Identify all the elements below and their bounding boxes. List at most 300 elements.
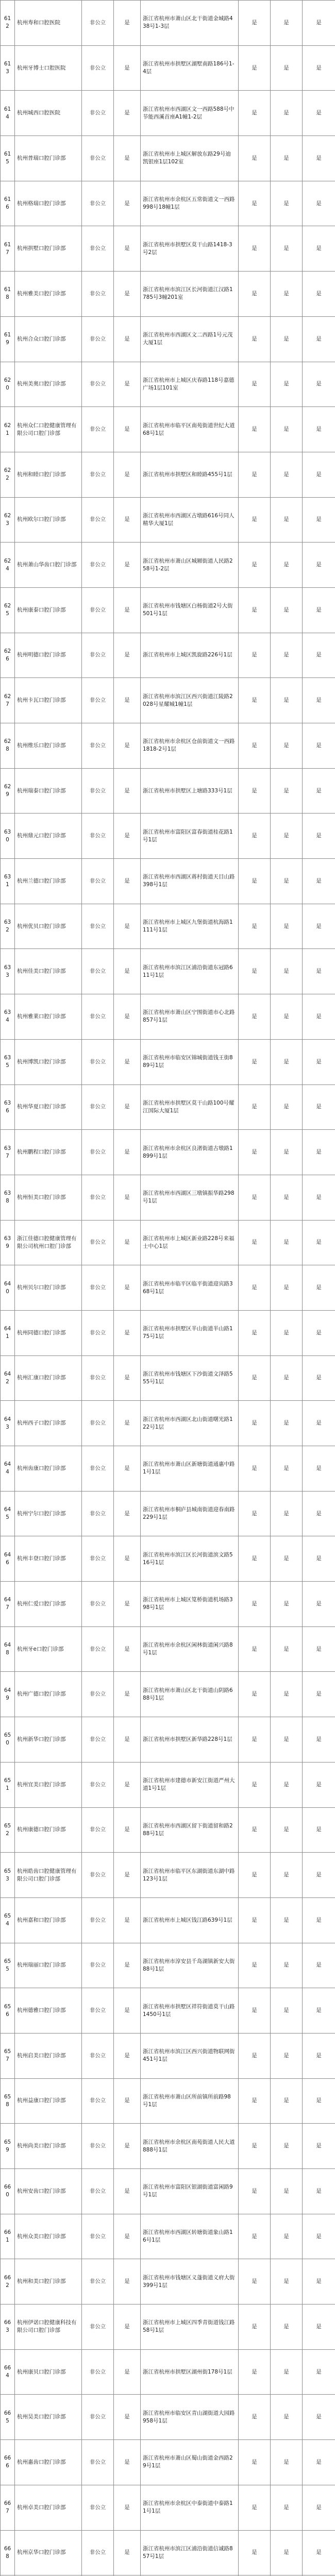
table-row — [1, 1988, 335, 2033]
clinic-name: 杭州新华口腔门诊部 — [15, 1717, 82, 1762]
row-number: 663 — [1, 2304, 15, 2350]
table-row — [1, 1672, 335, 1717]
clinic-name: 杭州德雅口腔门诊部 — [15, 1988, 82, 2033]
table-row — [1, 2033, 335, 2078]
flag-cell-col7: 是 — [271, 1355, 303, 1401]
flag-cell-col6: 是 — [239, 1717, 271, 1762]
row-number: 641 — [1, 1310, 15, 1355]
flag-cell-col8: 是 — [303, 1491, 335, 1536]
flag-cell-col8: 是 — [303, 1988, 335, 2033]
ownership-type: 非公立 — [82, 2349, 114, 2395]
flag-cell-col6: 是 — [239, 2033, 271, 2078]
clinic-address: 浙江省杭州市拱墅区半山街道半山路175号1层 — [141, 1310, 239, 1355]
clinic-address: 浙江省杭州市临平区东湖街道东湖中路123号1层 — [141, 1853, 239, 1898]
flag-cell-col8: 是 — [303, 2033, 335, 2078]
row-number: 657 — [1, 2033, 15, 2078]
clinic-address: 浙江省杭州市钱塘区义蓬街道义府大街399号1层 — [141, 2259, 239, 2304]
ownership-type: 非公立 — [82, 316, 114, 362]
flag-cell-col6: 是 — [239, 949, 271, 994]
ownership-type: 非公立 — [82, 1130, 114, 1175]
flag-cell-col7: 是 — [271, 136, 303, 181]
flag-cell-col4: 是 — [114, 1175, 141, 1220]
flag-cell-col4: 是 — [114, 904, 141, 949]
clinic-name: 杭州同德口腔门诊部 — [15, 1310, 82, 1355]
row-number: 612 — [1, 1, 15, 46]
flag-cell-col4: 是 — [114, 1401, 141, 1446]
flag-cell-col7: 是 — [271, 91, 303, 136]
table-row — [1, 1762, 335, 1807]
ownership-type: 非公立 — [82, 1039, 114, 1084]
clinic-address: 浙江省杭州市拱墅区祥符街道莫干山路1450号1层 — [141, 1988, 239, 2033]
flag-cell-col7: 是 — [271, 633, 303, 678]
flag-cell-col8: 是 — [303, 2259, 335, 2304]
flag-cell-col4: 是 — [114, 2259, 141, 2304]
flag-cell-col6: 是 — [239, 543, 271, 588]
ownership-type: 非公立 — [82, 1853, 114, 1898]
ownership-type: 非公立 — [82, 633, 114, 678]
table-row — [1, 1446, 335, 1492]
flag-cell-col4: 是 — [114, 1807, 141, 1853]
clinic-address: 浙江省杭州市建德市新安江街道严州大道1号1层 — [141, 1762, 239, 1807]
flag-cell-col8: 是 — [303, 1175, 335, 1220]
flag-cell-col6: 是 — [239, 1626, 271, 1672]
flag-cell-col8: 是 — [303, 407, 335, 452]
clinic-name: 杭州众仁口腔健康管理有限公司口腔门诊部 — [15, 407, 82, 452]
ownership-type: 非公立 — [82, 2259, 114, 2304]
flag-cell-col6: 是 — [239, 2078, 271, 2124]
row-number: 617 — [1, 226, 15, 272]
flag-cell-col7: 是 — [271, 1988, 303, 2033]
ownership-type: 非公立 — [82, 181, 114, 226]
flag-cell-col4: 是 — [114, 91, 141, 136]
clinic-name: 杭州欧尔口腔门诊部 — [15, 497, 82, 543]
row-number: 645 — [1, 1491, 15, 1536]
row-number: 626 — [1, 633, 15, 678]
flag-cell-col6: 是 — [239, 272, 271, 317]
ownership-type: 非公立 — [82, 2395, 114, 2440]
clinic-address: 浙江省杭州市拱墅区莫干山路1418-3号2层 — [141, 226, 239, 272]
clinic-name: 杭州和美口腔门诊部 — [15, 2259, 82, 2304]
flag-cell-col7: 是 — [271, 768, 303, 814]
ownership-type: 非公立 — [82, 1175, 114, 1220]
clinic-name: 杭州宁尔口腔门诊部 — [15, 1491, 82, 1536]
flag-cell-col6: 是 — [239, 723, 271, 769]
clinic-name: 杭州普瑞口腔门诊部 — [15, 136, 82, 181]
ownership-type: 非公立 — [82, 543, 114, 588]
row-number: 647 — [1, 1582, 15, 1627]
flag-cell-col6: 是 — [239, 2395, 271, 2440]
flag-cell-col8: 是 — [303, 1, 335, 46]
table-row — [1, 2530, 335, 2575]
flag-cell-col6: 是 — [239, 91, 271, 136]
row-number: 648 — [1, 1626, 15, 1672]
table-row — [1, 1039, 335, 1084]
ownership-type: 非公立 — [82, 1355, 114, 1401]
clinic-name: 杭州嘉和口腔门诊部 — [15, 1897, 82, 1943]
clinic-address: 浙江省杭州市拱墅区湖州街178号1层 — [141, 2349, 239, 2395]
flag-cell-col4: 是 — [114, 1446, 141, 1492]
row-number: 637 — [1, 1130, 15, 1175]
flag-cell-col6: 是 — [239, 2214, 271, 2259]
table-row — [1, 136, 335, 181]
clinic-name: 杭州鹏程口腔门诊部 — [15, 1130, 82, 1175]
flag-cell-col4: 是 — [114, 452, 141, 497]
flag-cell-col7: 是 — [271, 316, 303, 362]
flag-cell-col6: 是 — [239, 1401, 271, 1446]
table-body — [1, 1, 335, 2576]
flag-cell-col7: 是 — [271, 1762, 303, 1807]
flag-cell-col6: 是 — [239, 1175, 271, 1220]
flag-cell-col4: 是 — [114, 1536, 141, 1582]
flag-cell-col4: 是 — [114, 1582, 141, 1627]
flag-cell-col4: 是 — [114, 2395, 141, 2440]
clinic-address: 浙江省杭州市临安区锦城街道钱王街889号1层 — [141, 1039, 239, 1084]
clinic-name: 杭州拱墅口腔门诊部 — [15, 226, 82, 272]
flag-cell-col8: 是 — [303, 543, 335, 588]
ownership-type: 非公立 — [82, 407, 114, 452]
flag-cell-col4: 是 — [114, 1672, 141, 1717]
flag-cell-col8: 是 — [303, 633, 335, 678]
table-row — [1, 1717, 335, 1762]
row-number: 620 — [1, 362, 15, 407]
clinic-name: 杭州卓美口腔门诊部 — [15, 2485, 82, 2530]
clinic-address: 浙江省杭州市拱墅区湖墅南路186号1-4层 — [141, 45, 239, 91]
flag-cell-col4: 是 — [114, 1, 141, 46]
ownership-type: 非公立 — [82, 678, 114, 723]
row-number: 628 — [1, 723, 15, 769]
row-number: 649 — [1, 1672, 15, 1717]
flag-cell-col7: 是 — [271, 1084, 303, 1130]
row-number: 643 — [1, 1401, 15, 1446]
clinic-address: 浙江省杭州市西湖区古墩路616号同人精华大厦1层 — [141, 497, 239, 543]
clinic-name: 杭州牙博士口腔医院 — [15, 45, 82, 91]
ownership-type: 非公立 — [82, 1897, 114, 1943]
flag-cell-col6: 是 — [239, 226, 271, 272]
flag-cell-col7: 是 — [271, 1672, 303, 1717]
flag-cell-col8: 是 — [303, 362, 335, 407]
flag-cell-col8: 是 — [303, 1897, 335, 1943]
flag-cell-col6: 是 — [239, 45, 271, 91]
table-row — [1, 272, 335, 317]
table-row — [1, 1310, 335, 1355]
clinic-address: 浙江省杭州市西湖区转塘街道象山路16号1层 — [141, 2214, 239, 2259]
flag-cell-col4: 是 — [114, 814, 141, 859]
flag-cell-col4: 是 — [114, 362, 141, 407]
clinic-name: 杭州康贝口腔门诊部 — [15, 2349, 82, 2395]
clinic-name: 杭州伊诺口腔健康科技有限公司口腔门诊部 — [15, 2304, 82, 2350]
flag-cell-col8: 是 — [303, 2214, 335, 2259]
row-number: 662 — [1, 2259, 15, 2304]
flag-cell-col6: 是 — [239, 1130, 271, 1175]
flag-cell-col4: 是 — [114, 1310, 141, 1355]
clinic-name: 杭州合众口腔门诊部 — [15, 316, 82, 362]
flag-cell-col8: 是 — [303, 2169, 335, 2214]
table-row — [1, 452, 335, 497]
row-number: 667 — [1, 2485, 15, 2530]
flag-cell-col7: 是 — [271, 1130, 303, 1175]
flag-cell-col6: 是 — [239, 587, 271, 633]
flag-cell-col6: 是 — [239, 859, 271, 904]
clinic-name: 杭州康德口腔门诊部 — [15, 1807, 82, 1853]
clinic-name: 杭州雅美口腔门诊部 — [15, 272, 82, 317]
flag-cell-col8: 是 — [303, 497, 335, 543]
clinic-address: 浙江省杭州市西湖区留下街道留和路288号1层 — [141, 1807, 239, 1853]
table-row — [1, 407, 335, 452]
flag-cell-col6: 是 — [239, 768, 271, 814]
clinic-address: 浙江省杭州市钱塘区白杨街道2号大街501号1层 — [141, 587, 239, 633]
flag-cell-col7: 是 — [271, 1401, 303, 1446]
flag-cell-col7: 是 — [271, 407, 303, 452]
flag-cell-col4: 是 — [114, 587, 141, 633]
flag-cell-col6: 是 — [239, 1084, 271, 1130]
flag-cell-col8: 是 — [303, 316, 335, 362]
flag-cell-col8: 是 — [303, 1265, 335, 1311]
flag-cell-col6: 是 — [239, 1988, 271, 2033]
row-number: 615 — [1, 136, 15, 181]
clinic-address: 浙江省杭州市余杭区中泰街道中泰路11号1层 — [141, 2485, 239, 2530]
flag-cell-col8: 是 — [303, 1310, 335, 1355]
clinic-address: 浙江省杭州市拱墅区和睦路455号1层 — [141, 452, 239, 497]
flag-cell-col7: 是 — [271, 45, 303, 91]
flag-cell-col8: 是 — [303, 1853, 335, 1898]
flag-cell-col7: 是 — [271, 1175, 303, 1220]
clinic-address: 浙江省杭州市余杭区南苑街道人民大道888号1层 — [141, 2124, 239, 2169]
clinic-address: 浙江省杭州市桐庐县城南街道迎春南路229号1层 — [141, 1491, 239, 1536]
flag-cell-col4: 是 — [114, 1897, 141, 1943]
ownership-type: 非公立 — [82, 272, 114, 317]
flag-cell-col8: 是 — [303, 904, 335, 949]
row-number: 666 — [1, 2440, 15, 2485]
row-number: 613 — [1, 45, 15, 91]
flag-cell-col4: 是 — [114, 994, 141, 1040]
clinic-address: 浙江省杭州市拱墅区新华路228号1层 — [141, 1717, 239, 1762]
flag-cell-col6: 是 — [239, 316, 271, 362]
flag-cell-col7: 是 — [271, 2124, 303, 2169]
clinic-name: 杭州启美口腔门诊部 — [15, 2033, 82, 2078]
table-row — [1, 1897, 335, 1943]
flag-cell-col8: 是 — [303, 949, 335, 994]
ownership-type: 非公立 — [82, 2214, 114, 2259]
flag-cell-col6: 是 — [239, 362, 271, 407]
ownership-type: 非公立 — [82, 2124, 114, 2169]
clinic-name: 杭州兰德口腔门诊部 — [15, 859, 82, 904]
ownership-type: 非公立 — [82, 1446, 114, 1492]
row-number: 638 — [1, 1175, 15, 1220]
flag-cell-col8: 是 — [303, 1762, 335, 1807]
table-row — [1, 362, 335, 407]
flag-cell-col7: 是 — [271, 1491, 303, 1536]
flag-cell-col7: 是 — [271, 1039, 303, 1084]
clinic-name: 杭州城西口腔医院 — [15, 91, 82, 136]
flag-cell-col8: 是 — [303, 723, 335, 769]
clinic-address: 浙江省杭州市滨江区长河街道江汉路1785号3幢201室 — [141, 272, 239, 317]
flag-cell-col7: 是 — [271, 1582, 303, 1627]
clinic-name: 杭州瑞泰口腔门诊部 — [15, 768, 82, 814]
clinic-name: 杭州格瑞口腔门诊部 — [15, 181, 82, 226]
clinic-name: 杭州优贝口腔门诊部 — [15, 904, 82, 949]
flag-cell-col8: 是 — [303, 1084, 335, 1130]
flag-cell-col6: 是 — [239, 1446, 271, 1492]
table-row — [1, 2485, 335, 2530]
flag-cell-col8: 是 — [303, 2395, 335, 2440]
clinic-name: 杭州京华口腔门诊部 — [15, 2530, 82, 2575]
row-number: 635 — [1, 1039, 15, 1084]
flag-cell-col7: 是 — [271, 2395, 303, 2440]
flag-cell-col4: 是 — [114, 768, 141, 814]
clinic-address: 浙江省杭州市西湖区文一西路588号中节能西溪首座A1幢1-2层 — [141, 91, 239, 136]
table-row — [1, 1401, 335, 1446]
clinic-name: 杭州明德口腔门诊部 — [15, 633, 82, 678]
table-row — [1, 2124, 335, 2169]
clinic-name: 杭州牙e口腔门诊部 — [15, 1626, 82, 1672]
flag-cell-col8: 是 — [303, 2304, 335, 2350]
table-row — [1, 1175, 335, 1220]
table-row — [1, 226, 335, 272]
flag-cell-col4: 是 — [114, 633, 141, 678]
clinic-address: 浙江省杭州市临平区临平街道迎宾路368号1层 — [141, 1265, 239, 1311]
ownership-type: 非公立 — [82, 1582, 114, 1627]
flag-cell-col4: 是 — [114, 1626, 141, 1672]
flag-cell-col6: 是 — [239, 1265, 271, 1311]
flag-cell-col7: 是 — [271, 859, 303, 904]
table-row — [1, 633, 335, 678]
flag-cell-col6: 是 — [239, 2440, 271, 2485]
row-number: 652 — [1, 1807, 15, 1853]
flag-cell-col6: 是 — [239, 1807, 271, 1853]
flag-cell-col8: 是 — [303, 994, 335, 1040]
flag-cell-col7: 是 — [271, 2214, 303, 2259]
row-number: 640 — [1, 1265, 15, 1311]
flag-cell-col8: 是 — [303, 1446, 335, 1492]
row-number: 651 — [1, 1762, 15, 1807]
flag-cell-col6: 是 — [239, 1355, 271, 1401]
ownership-type: 非公立 — [82, 723, 114, 769]
flag-cell-col8: 是 — [303, 2124, 335, 2169]
clinic-address: 浙江省杭州市拱墅区上塘路333号1层 — [141, 768, 239, 814]
clinic-name: 杭州仁爱口腔门诊部 — [15, 1582, 82, 1627]
clinic-address: 浙江省杭州市西湖区北山街道曙光路122号1层 — [141, 1401, 239, 1446]
flag-cell-col8: 是 — [303, 1626, 335, 1672]
flag-cell-col7: 是 — [271, 678, 303, 723]
ownership-type: 非公立 — [82, 2033, 114, 2078]
flag-cell-col4: 是 — [114, 2485, 141, 2530]
flag-cell-col7: 是 — [271, 1807, 303, 1853]
row-number: 618 — [1, 272, 15, 317]
row-number: 660 — [1, 2169, 15, 2214]
flag-cell-col6: 是 — [239, 452, 271, 497]
table-row — [1, 497, 335, 543]
row-number: 668 — [1, 2530, 15, 2575]
row-number: 634 — [1, 994, 15, 1040]
flag-cell-col7: 是 — [271, 226, 303, 272]
flag-cell-col4: 是 — [114, 1130, 141, 1175]
flag-cell-col4: 是 — [114, 1717, 141, 1762]
table-row — [1, 316, 335, 362]
clinic-address: 浙江省杭州市拱墅区莫干山路100号耀江国际大厦1层 — [141, 1084, 239, 1130]
flag-cell-col6: 是 — [239, 1672, 271, 1717]
ownership-type: 非公立 — [82, 1401, 114, 1446]
clinic-name: 杭州康泰口腔门诊部 — [15, 587, 82, 633]
flag-cell-col7: 是 — [271, 1446, 303, 1492]
table-row — [1, 994, 335, 1040]
clinic-address: 浙江省杭州市萧山区北干街道山阴路688号1层 — [141, 1672, 239, 1717]
flag-cell-col6: 是 — [239, 1762, 271, 1807]
flag-cell-col7: 是 — [271, 1943, 303, 1988]
table-row — [1, 723, 335, 769]
row-number: 646 — [1, 1536, 15, 1582]
flag-cell-col8: 是 — [303, 1807, 335, 1853]
flag-cell-col4: 是 — [114, 1220, 141, 1265]
ownership-type: 非公立 — [82, 1491, 114, 1536]
row-number: 631 — [1, 859, 15, 904]
row-number: 629 — [1, 768, 15, 814]
clinic-address: 浙江省杭州市临平区南苑街道世纪大道68号1层 — [141, 407, 239, 452]
flag-cell-col4: 是 — [114, 1943, 141, 1988]
table-row — [1, 91, 335, 136]
ownership-type: 非公立 — [82, 91, 114, 136]
flag-cell-col4: 是 — [114, 2078, 141, 2124]
ownership-type: 非公立 — [82, 587, 114, 633]
flag-cell-col4: 是 — [114, 226, 141, 272]
ownership-type: 非公立 — [82, 2440, 114, 2485]
flag-cell-col6: 是 — [239, 497, 271, 543]
flag-cell-col7: 是 — [271, 1, 303, 46]
flag-cell-col8: 是 — [303, 136, 335, 181]
clinic-name: 杭州美奥口腔门诊部 — [15, 362, 82, 407]
flag-cell-col4: 是 — [114, 2530, 141, 2575]
clinic-address: 浙江省杭州市上城区九堡街道杭海路1111号1层 — [141, 904, 239, 949]
flag-cell-col7: 是 — [271, 362, 303, 407]
flag-cell-col6: 是 — [239, 1943, 271, 1988]
ownership-type: 非公立 — [82, 1220, 114, 1265]
flag-cell-col4: 是 — [114, 497, 141, 543]
clinic-address: 浙江省杭州市临安区青山湖街道大园路958号1层 — [141, 2395, 239, 2440]
flag-cell-col4: 是 — [114, 1762, 141, 1807]
row-number: 659 — [1, 2124, 15, 2169]
ownership-type: 非公立 — [82, 1762, 114, 1807]
clinic-name: 杭州西子口腔门诊部 — [15, 1401, 82, 1446]
clinic-name: 杭州雅莱口腔门诊部 — [15, 994, 82, 1040]
ownership-type: 非公立 — [82, 497, 114, 543]
flag-cell-col4: 是 — [114, 723, 141, 769]
row-number: 665 — [1, 2395, 15, 2440]
clinic-address: 浙江省杭州市上城区四季青街道钱江路58号1层 — [141, 2304, 239, 2350]
table-row — [1, 2349, 335, 2395]
table-row — [1, 1943, 335, 1988]
row-number: 625 — [1, 587, 15, 633]
ownership-type: 非公立 — [82, 1943, 114, 1988]
table-row — [1, 2259, 335, 2304]
ownership-type: 非公立 — [82, 1988, 114, 2033]
ownership-type: 非公立 — [82, 136, 114, 181]
clinic-address: 浙江省杭州市西湖区蒋村街道天目山路398号1层 — [141, 859, 239, 904]
flag-cell-col8: 是 — [303, 2530, 335, 2575]
row-number: 658 — [1, 2078, 15, 2124]
flag-cell-col7: 是 — [271, 2440, 303, 2485]
flag-cell-col8: 是 — [303, 1039, 335, 1084]
table-row — [1, 45, 335, 91]
flag-cell-col7: 是 — [271, 904, 303, 949]
flag-cell-col8: 是 — [303, 1582, 335, 1627]
ownership-type: 非公立 — [82, 1626, 114, 1672]
clinic-name: 杭州瑞丽口腔门诊部 — [15, 1943, 82, 1988]
flag-cell-col4: 是 — [114, 1265, 141, 1311]
table-row — [1, 1, 335, 46]
flag-cell-col4: 是 — [114, 136, 141, 181]
flag-cell-col6: 是 — [239, 407, 271, 452]
clinic-address: 浙江省杭州市上城区解放东路29号迪凯银座1层102室 — [141, 136, 239, 181]
flag-cell-col4: 是 — [114, 45, 141, 91]
